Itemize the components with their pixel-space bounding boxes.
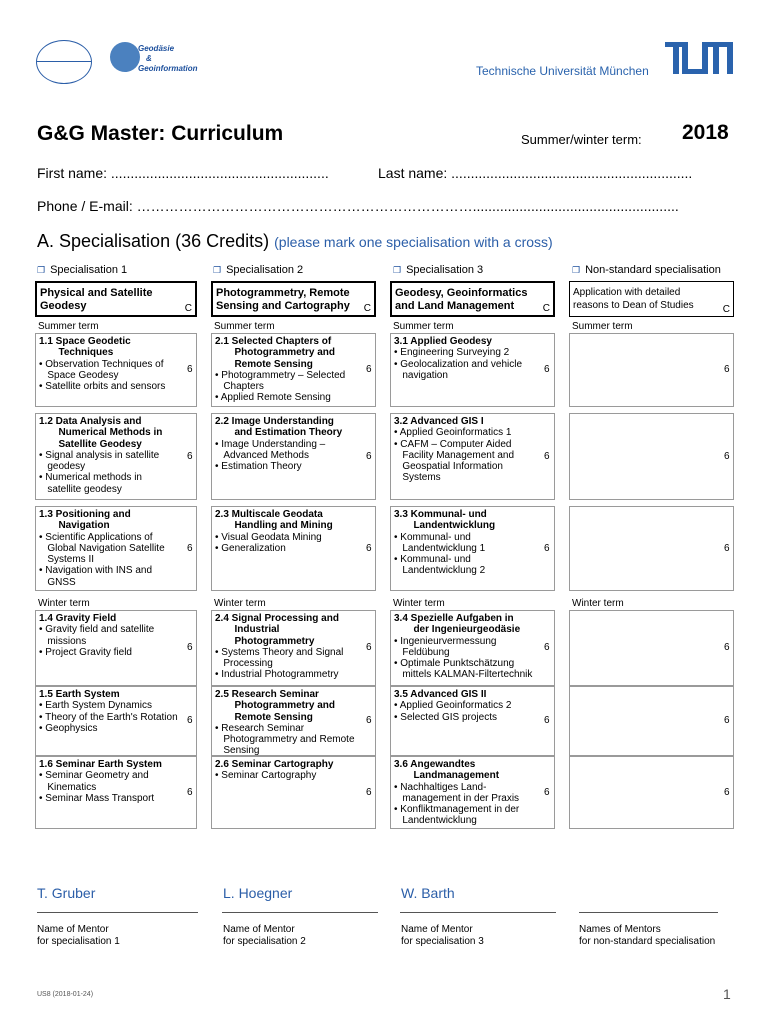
course-credits: 6 [366, 542, 372, 554]
column-title: Physical and Satellite Geodesy [40, 287, 153, 312]
gg-logo-line1: Geodäsie [138, 44, 175, 53]
page-title: G&G Master: Curriculum [37, 122, 284, 145]
checkbox-icon[interactable]: ❐ [213, 265, 222, 275]
course-cell [211, 413, 376, 500]
signature-line [400, 912, 556, 913]
course-cell [569, 506, 734, 591]
mentor-1-label: Name of Mentor for specialisation 1 [37, 924, 120, 947]
signature-line [579, 912, 718, 913]
course-credits: 6 [187, 642, 193, 653]
column-head-non-standard [569, 281, 734, 317]
summer-term-label: Summer term [393, 321, 454, 332]
section-a-heading [37, 231, 553, 252]
course-credits: 6 [187, 786, 193, 798]
course-cell [211, 333, 376, 407]
course-credits: 6 [366, 642, 372, 653]
column-head-specialisation-1 [35, 281, 197, 317]
mentor-2-name[interactable]: L. Hoegner [223, 885, 293, 901]
signature-line [37, 912, 198, 913]
term-label: Summer/winter term: [521, 132, 642, 147]
column-title: Application with detailed reasons to Dean of Studies [573, 287, 694, 311]
course-cell [390, 413, 555, 500]
specialisation-2-checkbox[interactable] [213, 264, 303, 276]
course-credits: 6 [187, 542, 193, 554]
course-description: 2.6 Seminar Cartography • Seminar Cartography [215, 759, 334, 782]
term-year[interactable]: 2018 [682, 121, 729, 144]
winter-term-label: Winter term [393, 598, 445, 609]
winter-term-label: Winter term [38, 598, 90, 609]
winter-term-label: Winter term [214, 598, 266, 609]
section-a-hint: (please mark one specialisation with a cross) [274, 234, 553, 250]
course-credits: 6 [544, 642, 550, 653]
section-a-title: A. Specialisation (36 Credits) [37, 231, 270, 251]
credits-column-label: C [722, 304, 730, 315]
course-cell [211, 506, 376, 591]
course-cell [211, 686, 376, 756]
course-credits: 6 [187, 450, 193, 462]
course-credits: 6 [724, 715, 730, 726]
course-credits: 6 [187, 715, 193, 726]
course-cell [390, 506, 555, 591]
checkbox-icon[interactable]: ❐ [393, 265, 402, 275]
summer-term-label: Summer term [214, 321, 275, 332]
gg-logo-line2: & [146, 54, 152, 63]
column-head-specialisation-3 [390, 281, 555, 317]
course-cell [390, 756, 555, 829]
column-head-specialisation-2 [211, 281, 376, 317]
course-description: 1.6 Seminar Earth System • Seminar Geometry and Kinematics • Seminar Mass Transport [39, 759, 162, 804]
course-description: 1.4 Gravity Field • Gravity field and satellite missions • Project Gravity field [39, 613, 155, 658]
non-standard-label: Non-standard specialisation [585, 264, 721, 276]
column-title: Geodesy, Geoinformatics and Land Management [395, 287, 528, 312]
gg-logo-line3: Geoinformation [138, 64, 198, 73]
last-name-field[interactable]: Last name: .............................................................. [378, 165, 693, 181]
course-cell [390, 610, 555, 686]
tum-logo-icon [665, 42, 733, 74]
course-description: 2.3 Multiscale Geodata Handling and Mining • Visual Geodata Mining • Generalization [215, 509, 333, 554]
course-credits: 6 [544, 542, 550, 554]
course-description: 2.5 Research Seminar Photogrammetry and Remote Sensing • Research Seminar Photogrammetry and Remote Sensing [215, 689, 355, 757]
course-cell [35, 333, 197, 407]
first-name-field[interactable]: First name: ........................................................ [37, 165, 329, 181]
specialisation-3-checkbox[interactable] [393, 264, 483, 276]
mentor-3-label: Name of Mentor for specialisation 3 [401, 924, 484, 947]
specialisation-1-label: Specialisation 1 [50, 264, 128, 276]
course-cell [390, 686, 555, 756]
course-credits: 6 [366, 786, 372, 798]
course-description: 3.2 Advanced GIS I • Applied Geoinformatics 1 • CAFM – Computer Aided Facility Management and Geospatial Information Systems [394, 416, 515, 484]
page-number: 1 [723, 986, 731, 1002]
credits-column-label: C [542, 303, 550, 314]
course-cell [211, 756, 376, 829]
course-description: 1.2 Data Analysis and Numerical Methods in Satellite Geodesy • Signal analysis in satellite geodesy • Numerical methods in satellite geodesy [39, 416, 163, 495]
summer-term-label: Summer term [572, 321, 633, 332]
course-credits: 6 [724, 450, 730, 462]
checkbox-icon[interactable]: ❐ [37, 265, 46, 275]
course-description: 1.3 Positioning and Navigation • Scientific Applications of Global Navigation Satellite Systems II • Navigation with INS and GNSS [39, 509, 165, 588]
credits-column-label: C [363, 303, 371, 314]
course-cell [211, 610, 376, 686]
course-cell [35, 506, 197, 591]
globe-icon [110, 42, 140, 72]
course-cell [569, 610, 734, 686]
mentor-1-name[interactable]: T. Gruber [37, 885, 96, 901]
non-standard-specialisation-checkbox[interactable] [572, 264, 721, 276]
course-description: 3.5 Advanced GIS II • Applied Geoinformatics 2 • Selected GIS projects [394, 689, 512, 723]
summer-term-label: Summer term [38, 321, 99, 332]
course-cell [569, 413, 734, 500]
course-description: 3.3 Kommunal- und Landentwicklung • Kommunal- und Landentwicklung 1 • Kommunal- und Landentwicklung 2 [394, 509, 496, 577]
checkbox-icon[interactable]: ❐ [572, 265, 581, 275]
course-cell [569, 756, 734, 829]
course-cell [390, 333, 555, 407]
course-cell [35, 413, 197, 500]
course-credits: 6 [724, 786, 730, 798]
course-cell [35, 756, 197, 829]
course-credits: 6 [544, 786, 550, 798]
course-description: 2.2 Image Understanding and Estimation Theory • Image Understanding – Advanced Methods • Estimation Theory [215, 416, 343, 473]
course-credits: 6 [724, 364, 730, 375]
department-logo [36, 40, 92, 84]
course-credits: 6 [724, 542, 730, 554]
mentor-3-name[interactable]: W. Barth [401, 885, 455, 901]
course-description: 2.4 Signal Processing and Industrial Photogrammetry • Systems Theory and Signal Processing • Industrial Photogrammetry [215, 613, 344, 681]
university-name: Technische Universität München [476, 64, 649, 78]
course-description: 1.1 Space Geodetic Techniques • Observation Techniques of Space Geodesy • Satellite orbits and sensors [39, 336, 166, 393]
course-credits: 6 [544, 450, 550, 462]
course-credits: 6 [366, 450, 372, 462]
course-credits: 6 [724, 642, 730, 653]
document-code: US8 (2018-01-24) [37, 991, 94, 998]
course-cell [35, 610, 197, 686]
phone-email-field[interactable]: Phone / E-mail: ………………………………………………………………..................................................... [37, 198, 679, 214]
mentor-4-label: Names of Mentors for non-standard specialisation [579, 924, 716, 947]
gg-logo-text [138, 44, 198, 74]
course-credits: 6 [187, 364, 193, 375]
course-description: 3.1 Applied Geodesy • Engineering Surveying 2 • Geolocalization and vehicle navigation [394, 336, 523, 381]
course-credits: 6 [544, 364, 550, 375]
signature-line [222, 912, 378, 913]
column-title: Photogrammetry, Remote Sensing and Cartography [216, 287, 350, 312]
course-description: 1.5 Earth System • Earth System Dynamics • Theory of the Earth's Rotation • Geophysics [39, 689, 178, 734]
mentor-2-label: Name of Mentor for specialisation 2 [223, 924, 306, 947]
course-credits: 6 [544, 715, 550, 726]
course-description: 3.4 Spezielle Aufgaben in der Ingenieurgeodäsie • Ingenieurvermessung Feldübung • Optimale Punktschätzung mittels KALMAN-Filtertechnik [394, 613, 533, 681]
credits-column-label: C [184, 303, 192, 314]
course-cell [569, 686, 734, 756]
course-credits: 6 [366, 715, 372, 726]
winter-term-label: Winter term [572, 598, 624, 609]
course-credits: 6 [366, 364, 372, 375]
specialisation-3-label: Specialisation 3 [406, 264, 484, 276]
course-cell [35, 686, 197, 756]
course-cell [569, 333, 734, 407]
specialisation-2-label: Specialisation 2 [226, 264, 304, 276]
specialisation-1-checkbox[interactable] [37, 264, 127, 276]
course-description: 2.1 Selected Chapters of Photogrammetry and Remote Sensing • Photogrammetry – Selected Chapters • Applied Remote Sensing [215, 336, 346, 404]
course-description: 3.6 Angewandtes Landmanagement • Nachhaltiges Land- management in der Praxis • Konfliktmanagement in der Landentwicklung [394, 759, 520, 827]
